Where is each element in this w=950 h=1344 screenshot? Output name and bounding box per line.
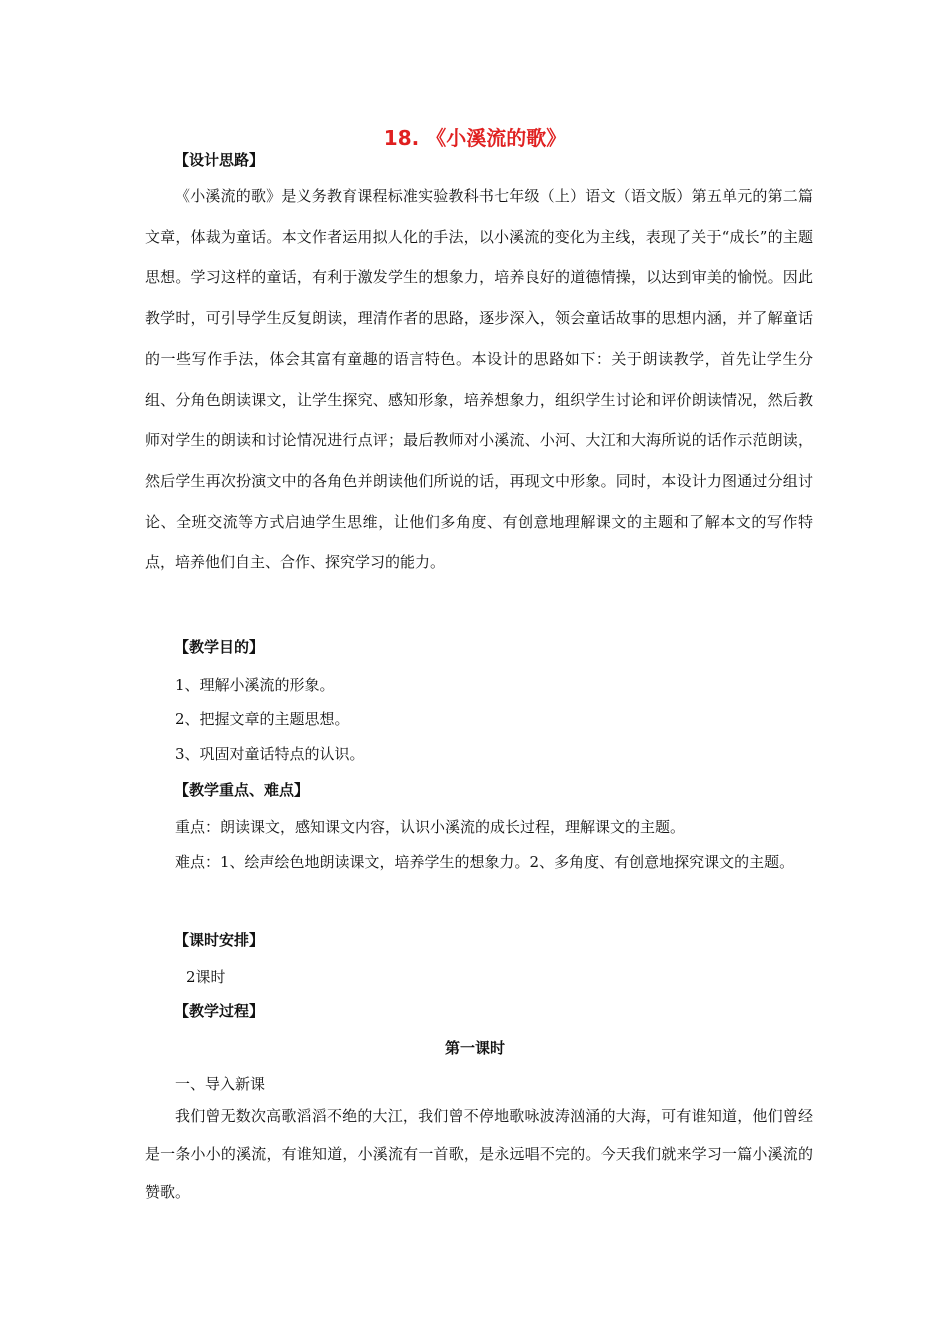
process-heading: 【教学过程】 — [174, 1002, 265, 1020]
document-title: 18. 《小溪流的歌》 — [383, 126, 567, 150]
goal-item: 2、把握文章的主题思想。 — [175, 710, 350, 728]
design-paragraph: 《小溪流的歌》是义务教育课程标准实验教科书七年级（上）语文（语文版）第五单元的第二篇文章，体裁为童话。本文作者运用拟人化的手法，以小溪流的变化为主线，表现了关于“成长”的主题思想。学习这样的童话，有利于激发学生的想象力，培养良好的道德情操，以达到审美的愉悦。因此教学时，可引导学生反复朗读，理清作者的思路，逐步深入，领会童话故事的思想内涵，并了解童话的一些写作手法，体会其富有童趣的语言特色。本设计的思路如下：关于朗读教学，首先让学生分组、分角色朗读课文，让学生探究、感知形象，培养想象力，组织学生讨论和评价朗读情况，然后教师对学生的朗读和讨论情况进行点评；最后教师对小溪流、小河、大江和大海所说的话作示范朗读，然后学生再次扮演文中的各角色并朗读他们所说的话，再现文中形象。同时，本设计力图通过分组讨论、全班交流等方式启迪学生思维，让他们多角度、有创意地理解课文的主题和了解本文的写作特点，培养他们自主、合作、探究学习的能力。 — [145, 187, 813, 572]
goal-item: 3、巩固对童话特点的认识。 — [175, 745, 365, 763]
schedule-value: 2课时 — [186, 968, 226, 986]
goals-heading: 【教学目的】 — [174, 638, 265, 656]
goal-item: 1、理解小溪流的形象。 — [175, 676, 335, 694]
lesson-title: 第一课时 — [444, 1039, 505, 1057]
intro-paragraph: 我们曾无数次高歌滔滔不绝的大江，我们曾不停地歌咏波涛汹涌的大海，可有谁知道，他们曾经是一条小小的溪流，有谁知道，小溪流有一首歌，是永远唱不完的。今天我们就来学习一篇小溪流的赞歌。 — [145, 1107, 813, 1201]
design-heading: 【设计思路】 — [174, 151, 265, 169]
schedule-heading: 【课时安排】 — [174, 931, 265, 949]
difficulty-paragraph: 难点：1、绘声绘色地朗读课文，培养学生的想象力。2、多角度、有创意地探究课文的主题。 — [175, 853, 795, 871]
keypoints-heading: 【教学重点、难点】 — [174, 781, 310, 799]
step-heading: 一、导入新课 — [175, 1075, 266, 1093]
focus-line: 重点：朗读课文，感知课文内容，认识小溪流的成长过程，理解课文的主题。 — [175, 818, 686, 836]
